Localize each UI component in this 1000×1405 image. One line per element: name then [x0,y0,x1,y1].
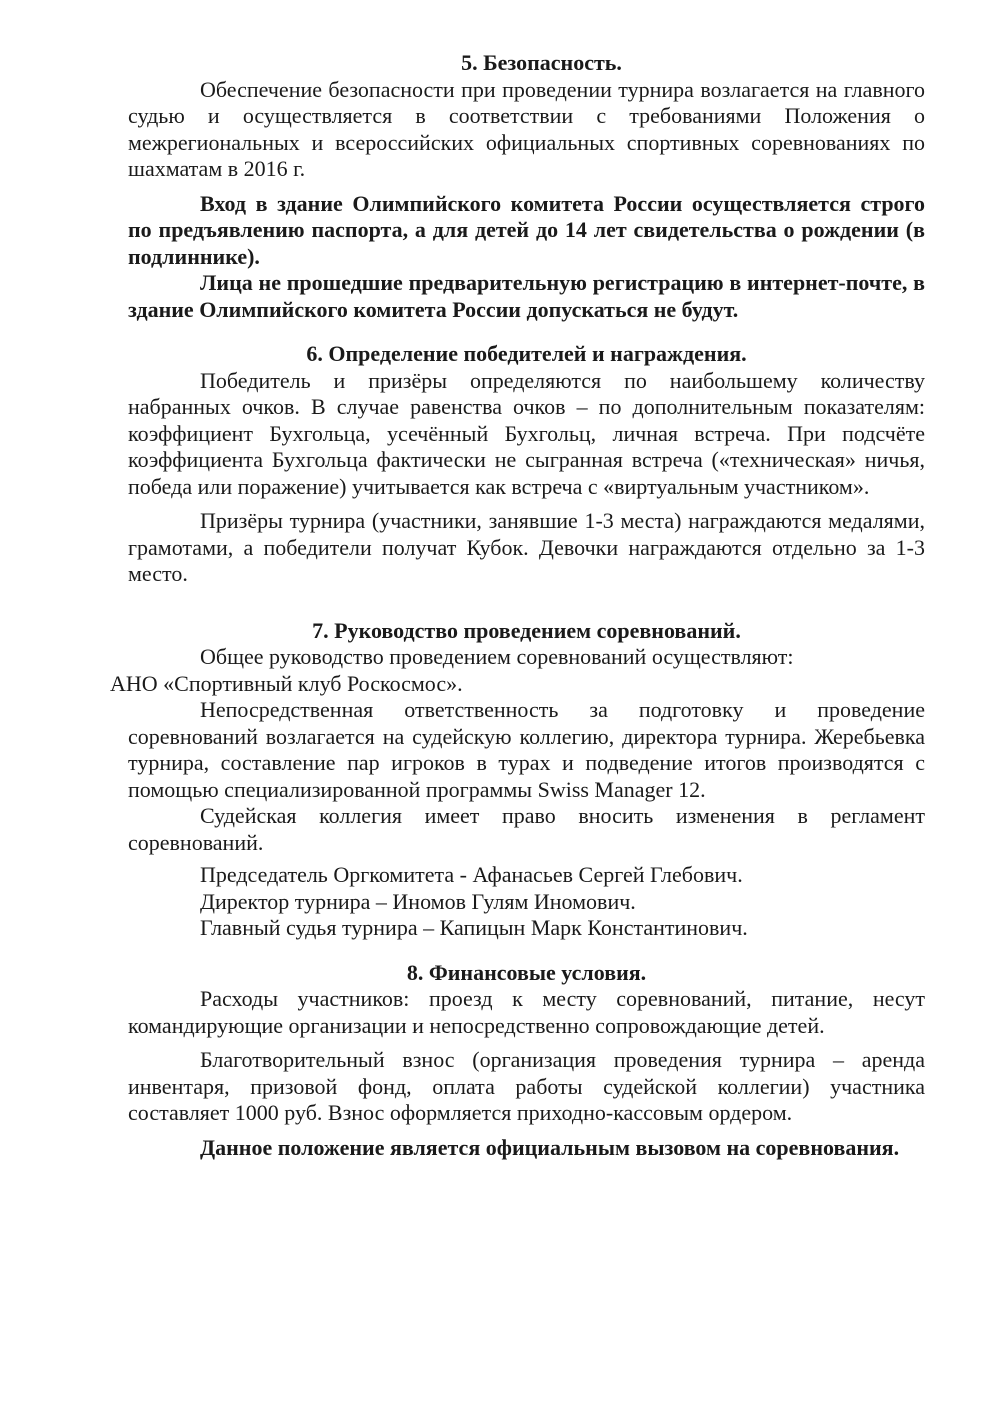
section-8-paragraph-3: Данное положение является официальным вызовом на соревнования. [200,1134,900,1160]
section-7-director: Директор турнира – Иномов Гулям Иномович. [200,888,636,914]
section-7-paragraph-2: Непосредственная ответственность за подготовку и проведение соревнований возлагается на судейскую коллегию, директора турнира. Жеребьевка турнира, составление пар игроков в турах и подведение итогов производятся с помощью специализированной программы Swiss Manager 12. [128,697,925,802]
section-6-title: 6. Определение победителей и награждения. [306,341,747,366]
section-7-judge: Главный судья турнира – Капицын Марк Константинович. [200,915,748,940]
section-7-title: 7. Руководство проведением соревнований. [312,617,741,643]
section-6-paragraph-2: Призёры турнира (участники, занявшие 1-3 места) награждаются медалями, грамотами, а победители получат Кубок. Девочки награждаются отдельно за 1-3 место. [128,508,925,586]
section-7-chair: Председатель Оргкомитета - Афанасьев Сергей Глебович. [200,862,743,887]
document-body [110,50,925,1161]
section-5-paragraph-3: Лица не прошедшие предварительную регистрацию в интернет-почте, в здание Олимпийского комитета России допускаться не будут. [128,270,925,322]
section-8-paragraph-2: Благотворительный взнос (организация проведения турнира – аренда инвентаря, призовой фонд, оплата работы судейской коллегии) участника составляет 1000 руб. Взнос оформляется приходно-кассовым ордером. [128,1047,925,1125]
section-6-paragraph-1: Победитель и призёры определяются по наибольшему количеству набранных очков. В случае равенства очков – по дополнительным показателям: коэффициент Бухгольца, усечённый Бухгольц, личная встреча. При подсчёте коэффициента Бухгольца фактически не сыгранная встреча («техническая» ничья, победа или поражение) учитывается как встреча с «виртуальным участником». [128,367,925,499]
section-7-paragraph-3: Судейская коллегия имеет право вносить изменения в регламент соревнований. [128,803,925,855]
section-5-paragraph-1: Обеспечение безопасности при проведении турнира возлагается на главного судью и осуществляется в соответствии с требованиями Положения о межрегиональных и всероссийских официальных спортивных соревнованиях по шахматам в 2016 г. [128,76,925,181]
section-7-paragraph-1: Общее руководство проведением соревнований осуществляют: [200,644,794,669]
section-5-paragraph-2: Вход в здание Олимпийского комитета России осуществляется строго по предъявлению паспорта, а для детей до 14 лет свидетельства о рождении (в подлиннике). [128,190,925,269]
section-7-organization: АНО «Спортивный клуб Роскосмос». [110,670,463,696]
section-5-title: 5. Безопасность. [461,50,622,75]
section-8-title: 8. Финансовые условия. [406,959,647,985]
section-8-paragraph-1: Расходы участников: проезд к месту соревнований, питание, несут командирующие организации и непосредственно сопровождающие детей. [128,986,925,1038]
